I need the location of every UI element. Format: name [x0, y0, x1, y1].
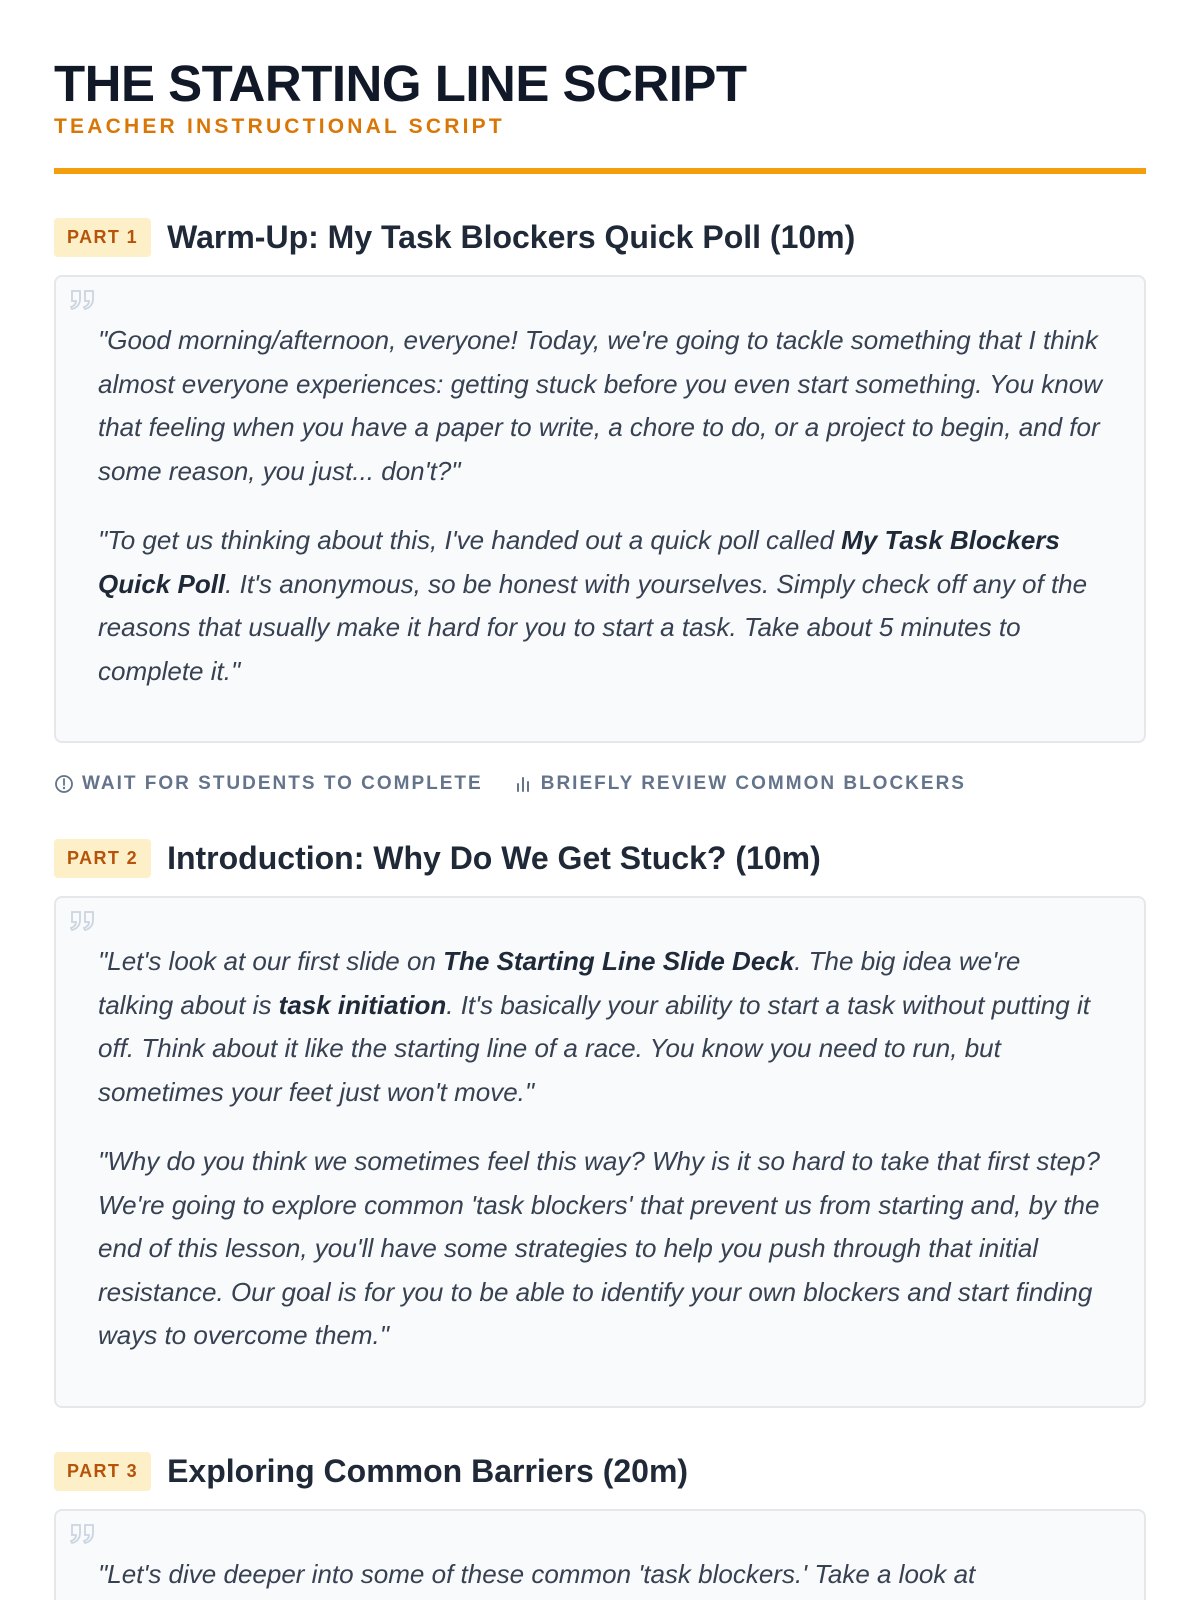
document-subtitle: TEACHER INSTRUCTIONAL SCRIPT — [54, 115, 505, 138]
quote-icon — [70, 910, 96, 932]
script-text: "Why do you think we sometimes feel this way? Why is it so hard to take that first step? We're going to explore common 'task blockers' that prevent us from starting and, by the end of this lesson, you'll have some strategies to help you push through that initial resistance. Our goal is for you to be able to identify your own blockers and start finding ways to overcome them." — [98, 1146, 1100, 1350]
script-paragraph — [98, 1140, 1102, 1358]
script-box — [54, 275, 1146, 743]
script-text: . The big idea we're talking about is — [98, 946, 1021, 1020]
teacher-cue — [513, 773, 966, 795]
script-box — [54, 896, 1146, 1408]
teacher-cue — [54, 773, 483, 795]
part-title: Warm-Up: My Task Blockers Quick Poll (10m) — [167, 219, 856, 255]
script-paragraph — [98, 940, 1102, 1114]
part-heading — [54, 218, 1146, 257]
script-paragraph — [98, 319, 1102, 493]
script-text: "Let's look at our first slide on — [98, 946, 444, 976]
script-paragraph — [98, 519, 1102, 693]
part-heading — [54, 839, 1146, 878]
bar-chart-icon — [513, 774, 541, 794]
script-text: "To get us thinking about this, I've handed out a quick poll called — [98, 525, 842, 555]
teacher-cues — [54, 773, 1146, 795]
script-paragraph — [98, 1553, 1102, 1597]
part-section — [54, 1452, 1146, 1600]
parts-container — [54, 218, 1146, 1600]
document-header — [54, 0, 1146, 174]
clock-icon — [54, 774, 82, 794]
part-section — [54, 218, 1146, 795]
part-badge: PART 2 — [54, 839, 151, 878]
script-box — [54, 1509, 1146, 1600]
script-emphasis: My Task Blockers Quick Poll — [98, 525, 1060, 599]
quote-icon — [70, 289, 96, 311]
script-text: "Let's dive deeper into some of these common 'task blockers.' Take a look at — [98, 1558, 976, 1589]
part-badge: PART 3 — [54, 1452, 151, 1491]
script-emphasis: The Starting Line Slide Deck — [443, 946, 795, 976]
script-text: "Good morning/afternoon, everyone! Today, we're going to tackle something that I think almost everyone experiences: getting stuck before you even start something. You know that feeling when you have a paper to write, a chore to do, or a project to begin, and for some reason, you just... don't?" — [98, 325, 1102, 486]
script-emphasis: task initiation — [278, 989, 447, 1020]
teacher-cue-label: WAIT FOR STUDENTS TO COMPLETE — [82, 773, 483, 794]
part-badge: PART 1 — [54, 218, 151, 257]
part-heading — [54, 1452, 1146, 1491]
script-text: . It's anonymous, so be honest with yourselves. Simply check off any of the reasons that usually make it hard for you to start a task. Take about 5 minutes to complete it." — [98, 568, 1088, 686]
quote-icon — [70, 1523, 96, 1545]
part-section — [54, 839, 1146, 1408]
document-title: THE STARTING LINE SCRIPT — [54, 55, 747, 112]
part-title: Introduction: Why Do We Get Stuck? (10m) — [167, 840, 821, 876]
teacher-cue-label: BRIEFLY REVIEW COMMON BLOCKERS — [540, 773, 966, 794]
part-title: Exploring Common Barriers (20m) — [167, 1452, 689, 1489]
script-text: . It's basically your ability to start a task without putting it off. Think about it like the starting line of a race. You know you need to run, but sometimes your feet just won't move." — [98, 989, 1090, 1107]
